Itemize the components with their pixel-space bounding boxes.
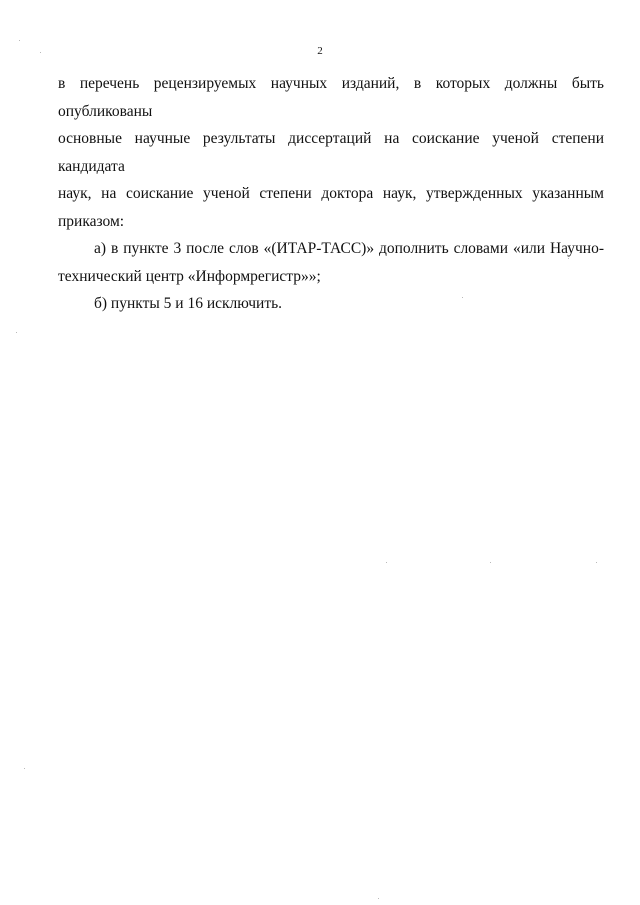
paragraph-item-a (58, 235, 604, 290)
scan-speck (596, 562, 597, 563)
scan-speck (16, 332, 17, 333)
scan-speck (24, 768, 25, 769)
text-line: б) пункты 5 и 16 исключить. (94, 295, 283, 312)
scan-speck (386, 562, 387, 563)
scan-speck (40, 52, 41, 53)
text-line: приказом: (58, 212, 125, 230)
scan-speck (490, 562, 491, 563)
text-line: технический центр «Информрегистр»»; (58, 267, 321, 285)
text-line: в перечень рецензируемых научных изданий, в которых должны быть опубликованы (58, 75, 604, 120)
text-line: а) в пункте 3 после слов «(ИТАР-ТАСС)» дополнить словами «или Научно- (94, 240, 604, 257)
paragraph-intro (58, 70, 604, 235)
document-body (58, 70, 604, 318)
paragraph-item-b (58, 290, 604, 318)
scan-speck (462, 297, 463, 298)
scan-speck (19, 40, 20, 41)
text-line: наук, на соискание ученой степени доктора наук, утвержденных указанным (58, 185, 604, 202)
page-number: 2 (317, 45, 323, 57)
scan-speck (568, 258, 569, 259)
scan-speck (378, 898, 379, 899)
text-line: основные научные результаты диссертаций на соискание ученой степени кандидата (58, 130, 604, 175)
